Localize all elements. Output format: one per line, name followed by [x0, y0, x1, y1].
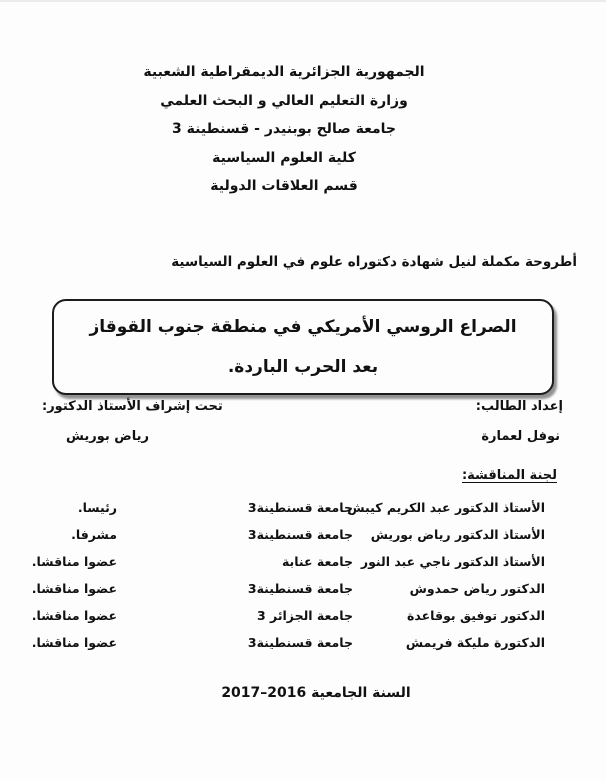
- member-name: الأستاذ الدكتور ناجي عبد النور: [360, 554, 545, 569]
- supervisor-label: تحت إشراف الأستاذ الدكتور:: [42, 399, 223, 414]
- thesis-type-statement: أطروحة مكملة لنيل شهادة دكتوراه علوم في العلوم السياسية: [171, 254, 577, 270]
- committee-row: [20, 550, 545, 577]
- header-line-university: جامعة صالح بوبنيدر - قسنطينة 3: [171, 121, 397, 137]
- member-name: الدكتورة مليكة فريمش: [405, 635, 545, 650]
- member-university: جامعة الجزائر 3: [256, 608, 353, 623]
- member-role: عضوا مناقشا.: [31, 635, 117, 650]
- supervisor-name: رياض بوريش: [66, 429, 150, 444]
- committee-row: [20, 604, 545, 631]
- member-name: الأستاذ الدكتور عبد الكريم كيبش: [347, 500, 545, 515]
- header-line-department: قسم العلاقات الدولية: [210, 178, 358, 194]
- member-university: جامعة قسنطينة3: [247, 635, 353, 650]
- member-role: مشرفا.: [71, 527, 117, 542]
- committee-row: [20, 577, 545, 604]
- committee-row: [20, 496, 545, 523]
- member-role: عضوا مناقشا.: [31, 608, 117, 623]
- committee-table: [20, 496, 545, 658]
- member-role: عضوا مناقشا.: [31, 581, 117, 596]
- student-label: إعداد الطالب:: [475, 399, 563, 414]
- member-university: جامعة قسنطينة3: [247, 500, 353, 515]
- member-university: جامعة قسنطينة3: [247, 527, 353, 542]
- student-name: نوفل لعمارة: [481, 429, 560, 444]
- member-university: جامعة قسنطينة3: [247, 581, 353, 596]
- thesis-title-box: [52, 299, 554, 395]
- thesis-title: الصراع الروسي الأمريكي في منطقة جنوب القوقاز بعد الحرب الباردة.: [89, 317, 517, 377]
- academic-year: السنة الجامعية 2016–2017: [221, 685, 411, 701]
- header-line-ministry: وزارة التعليم العالي و البحث العلمي: [160, 92, 408, 109]
- member-name: الأستاذ الدكتور رياض بوريش: [370, 527, 545, 542]
- institution-header: [0, 58, 587, 201]
- committee-row: [20, 631, 545, 658]
- header-line-faculty: كلية العلوم السياسية: [212, 149, 356, 166]
- committee-heading: لجنة المناقشة:: [461, 468, 557, 483]
- header-line-republic: الجمهورية الجزائرية الديمقراطية الشعبية: [143, 64, 425, 80]
- member-role: عضوا مناقشا.: [31, 554, 117, 569]
- committee-row: [20, 523, 545, 550]
- member-name: الدكتور توفيق بوقاعدة: [407, 608, 545, 623]
- member-name: الدكتور رياض حمدوش: [409, 581, 545, 596]
- member-university: جامعة عنابة: [281, 554, 353, 569]
- member-role: رئيسا.: [77, 500, 117, 515]
